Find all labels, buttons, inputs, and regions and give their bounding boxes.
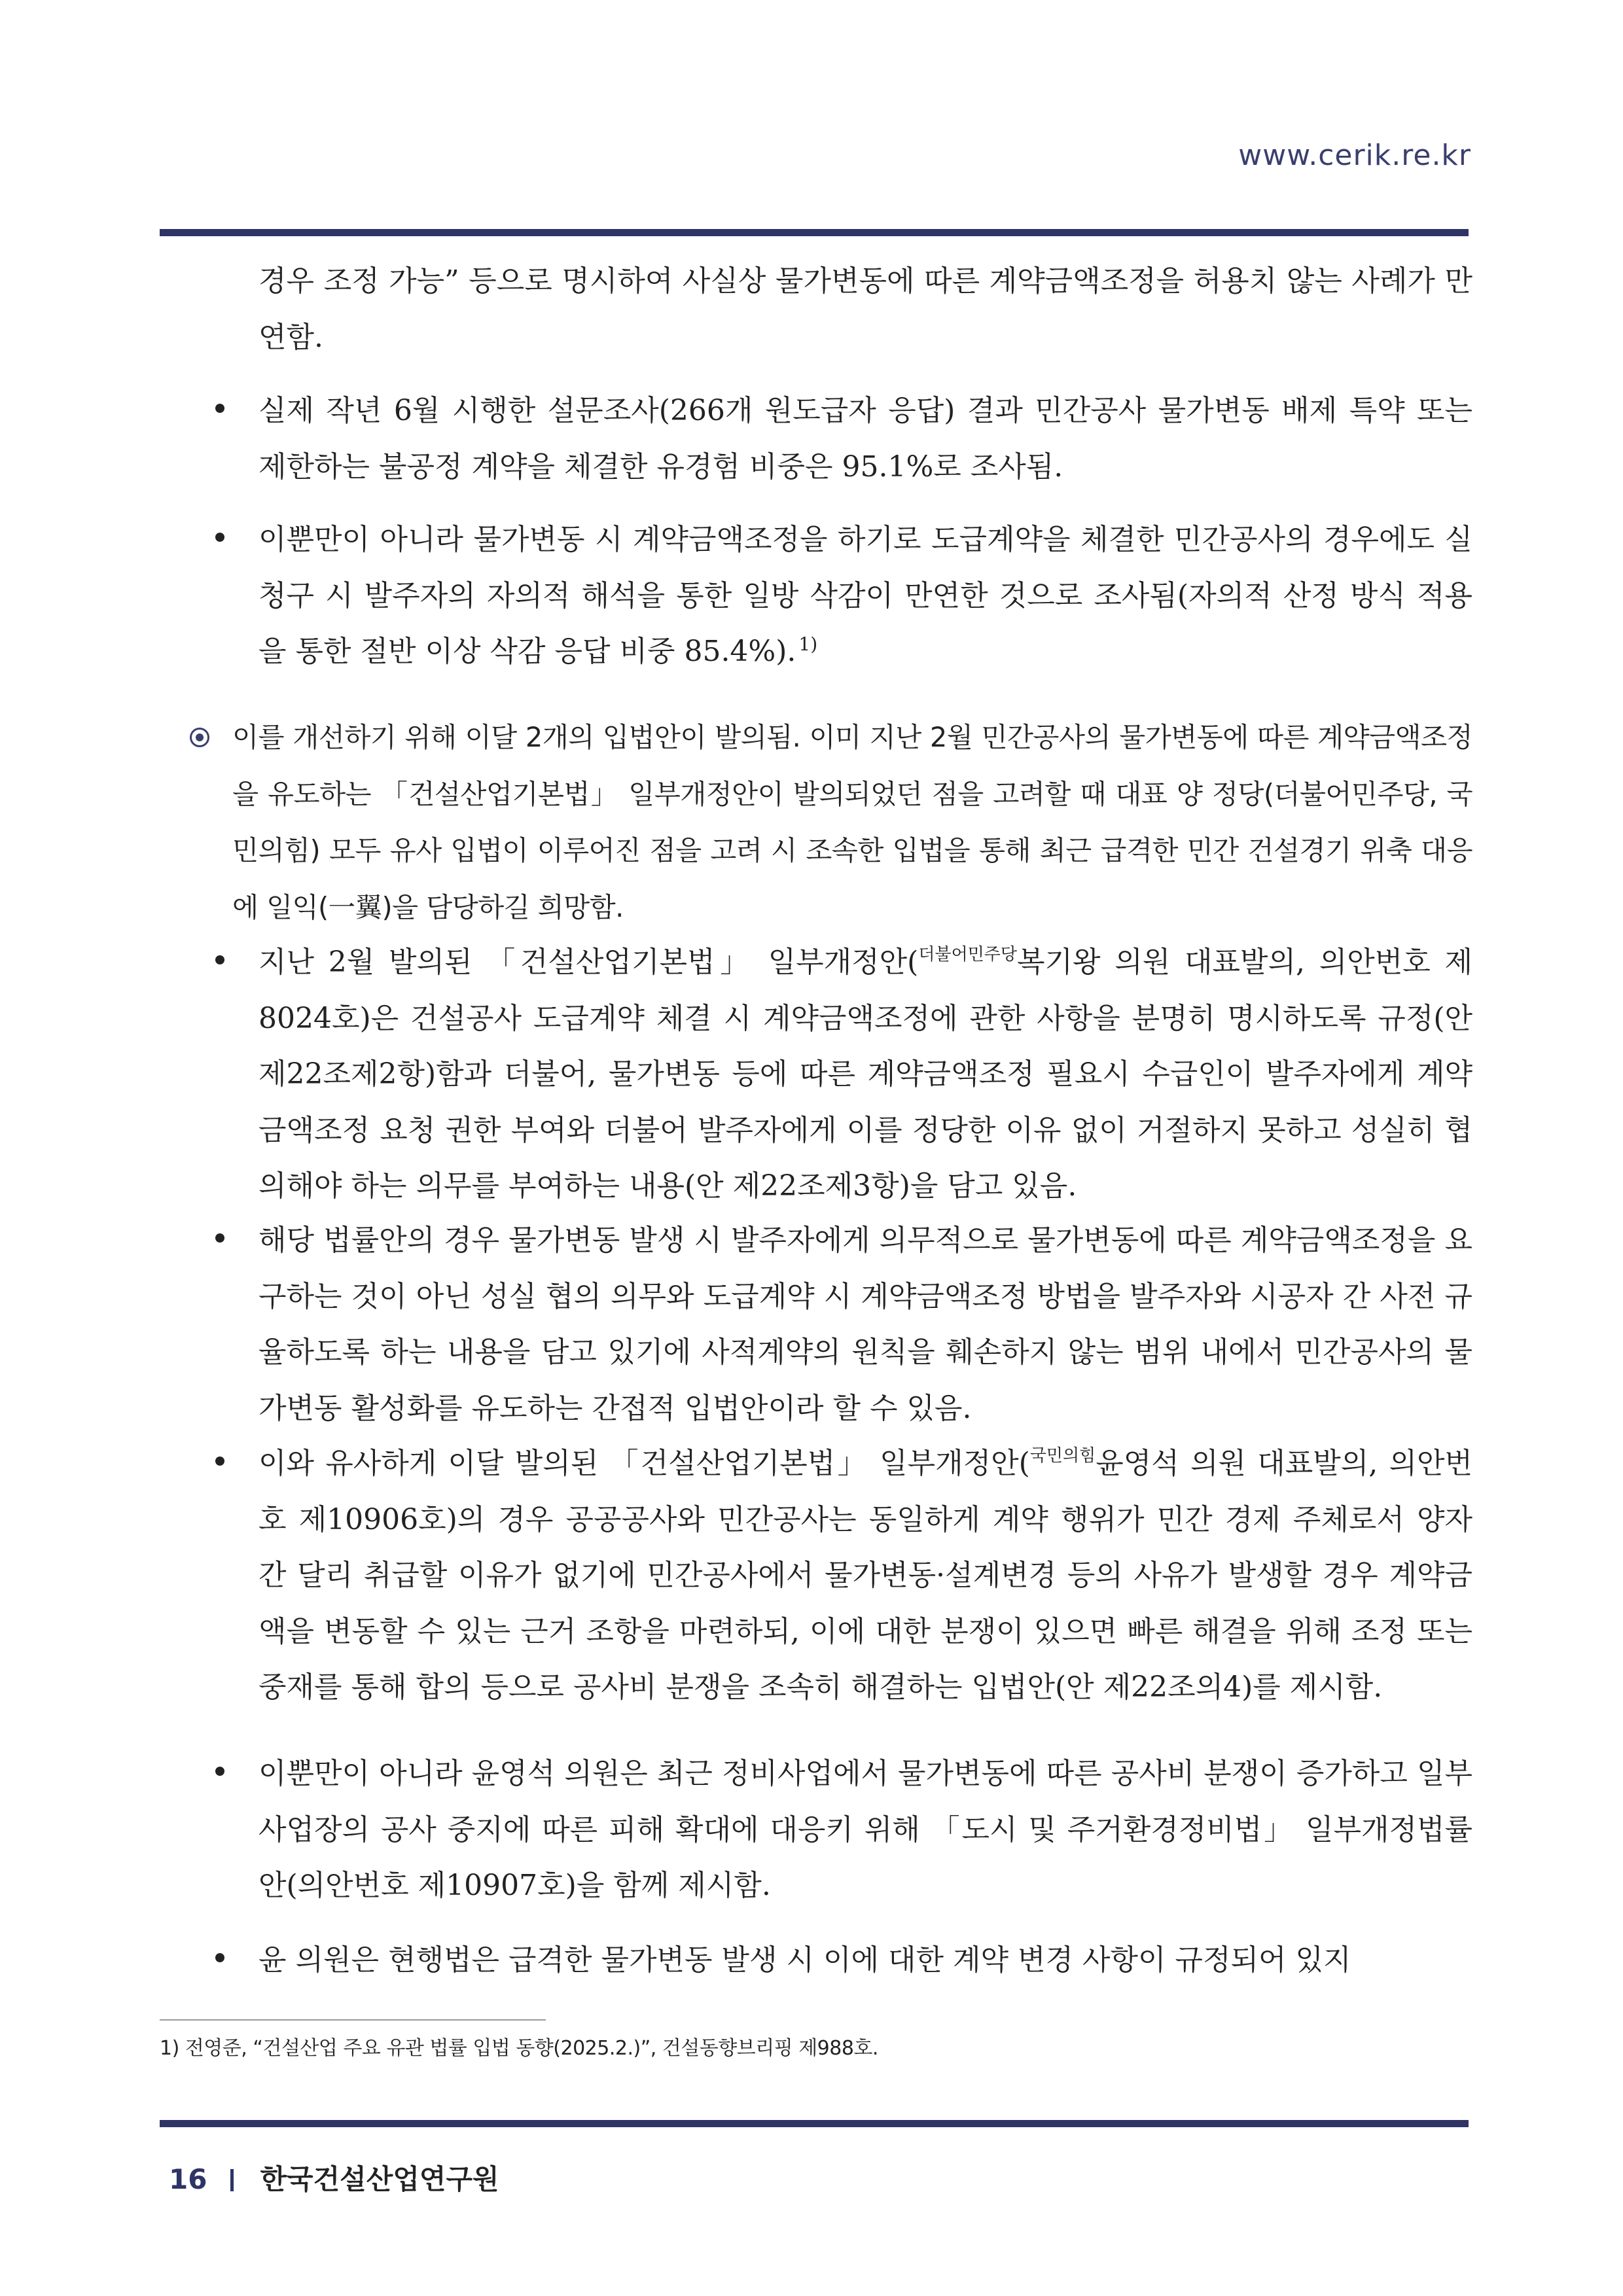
party-superscript: 국민의힘 — [1029, 1446, 1096, 1466]
footnote: 1) 전영준, “건설산업 주요 유관 법률 입법 동향(2025.2.)”, 건설동향브리핑 제988호. — [160, 2037, 878, 2060]
bullet-icon — [215, 1953, 224, 1962]
header-rule — [160, 229, 1469, 236]
bullet-item — [259, 383, 1472, 495]
footer-rule — [160, 2120, 1469, 2127]
bullet-item — [259, 1436, 1472, 1716]
bullet-text: 해당 법률안의 경우 물가변동 발생 시 발주자에게 의무적으로 물가변동에 따른 계약금액조정을 요구하는 것이 아닌 성실 협의 의무와 도급계약 시 계약금액조정 방법을 발주자와 시공자 간 사전 규율하도록 하는 내용을 담고 있기에 사적계약의 원칙을 훼손하지 않는 범위 내에서 민간공사의 물가변동 활성화를 유도하는 간접적 입법안이라 할 수 있음. — [259, 1224, 1472, 1425]
main-point-text: 이를 개선하기 위해 이달 2개의 입법안이 발의됨. 이미 지난 2월 민간공사의 물가변동에 따른 계약금액조정을 유도하는 「건설산업기본법」 일부개정안이 발의되었던 점을 고려할 때 대표 양 정당(더불어민주당, 국민의힘) 모두 유사 입법이 이루어진 점을 고려 시 조속한 입법을 통해 최근 급격한 민간 건설경기 위축 대응에 일익(一翼)을 담당하길 희망함. — [232, 721, 1472, 923]
footnote-divider — [160, 2019, 546, 2021]
main-point — [232, 709, 1472, 936]
party-superscript: 더불어민주당 — [918, 945, 1018, 964]
bullet-text: 지난 2월 발의된 「건설산업기본법」 일부개정안($^{더불어민주당}$복기왕 의원 대표발의, 의안번호 제8024호)은 건설공사 도급계약 체결 시 계약금액조정에 관한 사항을 분명히 명시하도록 규정(안 제22조제2항)함과 더불어, 물가변동 등에 따른 계약금액조정 필요시 수급인이 발주자에게 계약금액조정 요청 권한 부여와 더불어 발주자에게 이를 정당한 이유 없이 거절하지 못하고 성실히 협의해야 하는 의무를 부여하는 내용(안 제22조제3항)을 담고 있음. — [259, 945, 1473, 1203]
bullet-text: 실제 작년 6월 시행한 설문조사(266개 원도급자 응답) 결과 민간공사 물가변동 배제 특약 또는 제한하는 불공정 계약을 체결한 유경험 비중은 95.1%로 조사됨. — [259, 394, 1473, 484]
footer-separator — [230, 2169, 234, 2191]
bullet-icon — [215, 1767, 224, 1776]
bullet-text: 이와 유사하게 이달 발의된 「건설산업기본법」 일부개정안($^{국민의힘}$윤영석 의원 대표발의, 의안번호 제10906호)의 경우 공공공사와 민간공사는 동일하게 계약 행위가 민간 경제 주체로서 양자 간 달리 취급할 이유가 없기에 민간공사에서 물가변동·설계변경 등의 사유가 발생할 경우 계약금액을 변동할 수 있는 근거 조항을 마련하되, 이에 대한 분쟁이 있으면 빠른 해결을 위해 조정 또는 중재를 통해 합의 등으로 공사비 분쟁을 조속히 해결하는 입법안(안 제22조의4)를 제시함. — [259, 1446, 1473, 1704]
target-bullet-icon — [190, 728, 209, 747]
bullet-item — [259, 512, 1472, 680]
bullet-text: 윤 의원은 현행법은 급격한 물가변동 발생 시 이에 대한 계약 변경 사항이 규정되어 있지 — [259, 1943, 1351, 1977]
page-footer — [169, 2158, 499, 2197]
bullet-icon — [215, 1457, 224, 1466]
bullet-icon — [215, 1233, 224, 1243]
organization-name: 한국건설산업연구원 — [260, 2163, 499, 2195]
bullet-icon — [215, 404, 224, 413]
header-url[interactable]: www.cerik.re.kr — [1238, 139, 1471, 172]
paragraph-continuation: 경우 조정 가능” 등으로 명시하여 사실상 물가변동에 따른 계약금액조정을 허용치 않는 사례가 만연함. — [259, 264, 1472, 354]
bullet-text: 이뿐만이 아니라 윤영석 의원은 최근 정비사업에서 물가변동에 따른 공사비 분쟁이 증가하고 일부 사업장의 공사 중지에 따른 피해 확대에 대응키 위해 「도시 및 주거환경정비법」 일부개정법률안(의안번호 제10907호)을 함께 제시함. — [259, 1757, 1472, 1902]
bullet-icon — [215, 533, 224, 542]
page-number: 16 — [169, 2163, 207, 2195]
bullet-item — [259, 1932, 1472, 1988]
bullet-text: 이뿐만이 아니라 물가변동 시 계약금액조정을 하기로 도급계약을 체결한 민간공사의 경우에도 실 청구 시 발주자의 자의적 해석을 통한 일방 삭감이 만연한 것으로 조사됨(자의적 산정 방식 적용을 통한 절반 이상 삭감 응답 비중 85.4%). — [259, 523, 1472, 668]
bullet-item — [259, 1746, 1472, 1914]
footnote-reference[interactable]: 1) — [798, 633, 818, 655]
bullet-item — [259, 934, 1472, 1214]
bullet-item — [259, 1212, 1472, 1436]
bullet-icon — [215, 955, 224, 964]
